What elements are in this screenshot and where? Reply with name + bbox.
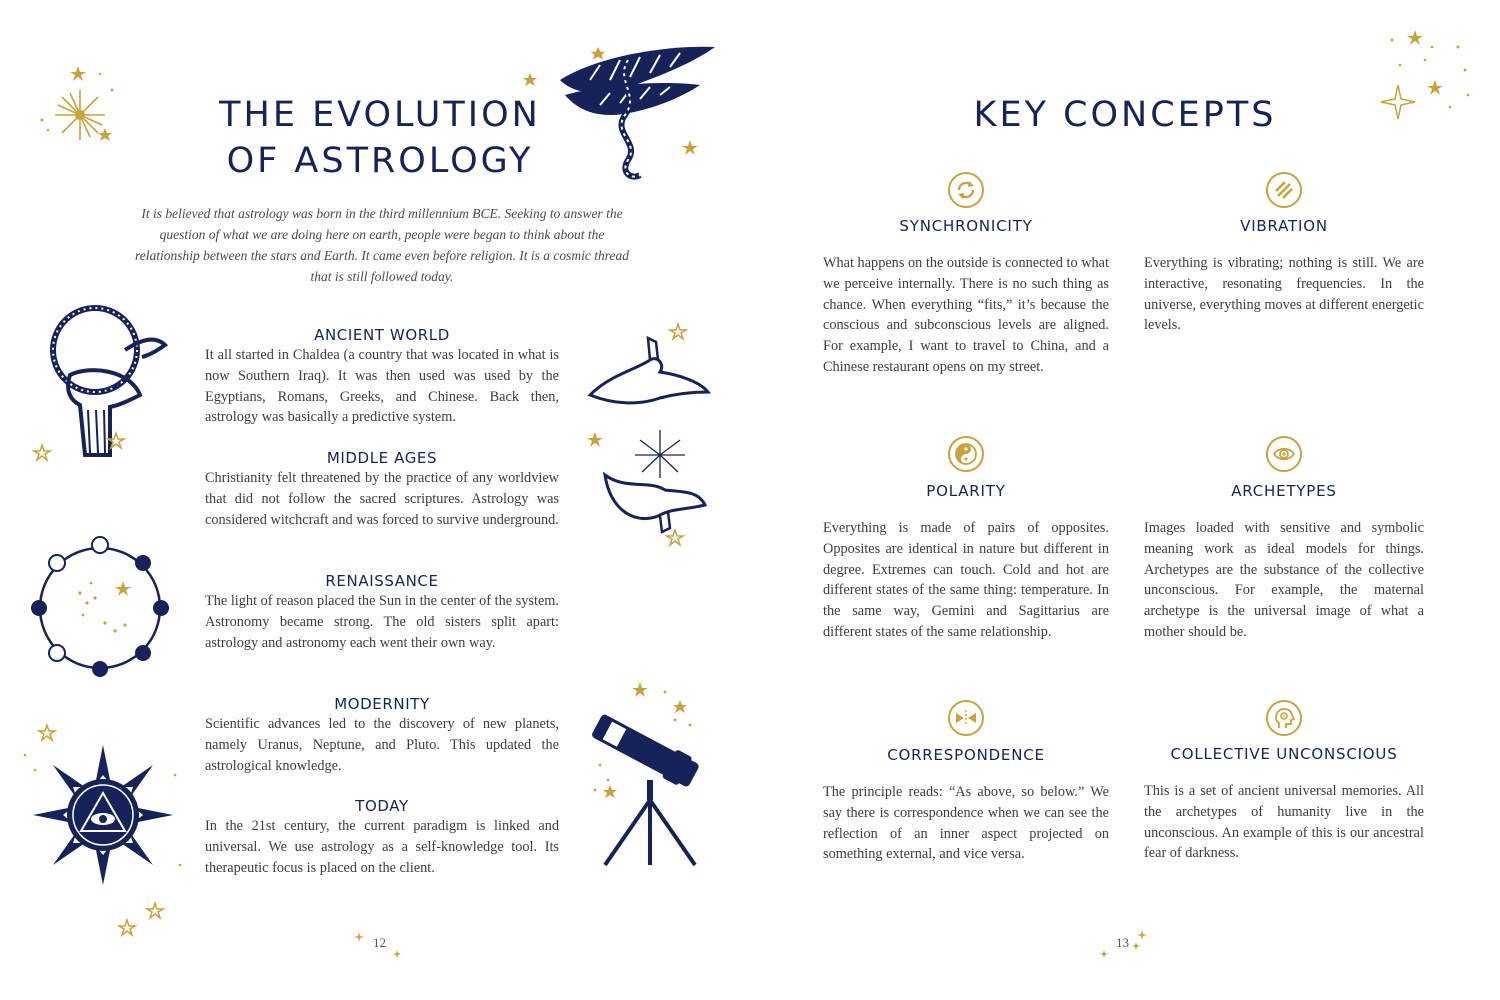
concept-text: Everything is made of pairs of opposites. Opposites are identical in nature but different in degree. Extremes can touch. Cold and hot are different states of the same thing: temperature. In the same way, Gemini and Sagittarius are different states of the same relationship. <box>823 520 1109 640</box>
title-line-2: OF ASTROLOGY <box>226 141 534 181</box>
concept-heading: POLARITY <box>926 482 1006 500</box>
concept-text: This is a set of ancient universal memories. All the archetypes of humanity live in the unconscious. An example of this is our ancestral fear of darkness. <box>1144 783 1424 862</box>
page-title: KEY CONCEPTS <box>973 95 1277 135</box>
section-heading: MODERNITY <box>334 695 430 713</box>
section-today <box>205 797 559 878</box>
section-middle-ages <box>205 449 559 530</box>
cycle-arrows-icon <box>948 172 984 208</box>
section-heading: MIDDLE AGES <box>326 449 438 467</box>
star-cluster-icon <box>1370 25 1480 135</box>
concept-synchronicity <box>823 172 1109 378</box>
mirror-triangles-icon <box>948 700 984 736</box>
concept-text: Everything is vibrating; nothing is still. We are interactive, resonating frequencies. In the universe, everything moves at different energetic levels. <box>1144 255 1424 334</box>
eye-icon <box>1266 436 1302 472</box>
page-number: 12 <box>373 935 386 950</box>
section-ancient-world <box>205 326 559 428</box>
section-text: It all started in Chaldea (a country that was located in what is now Southern Iraq). It was then used was used by the Egyptians, Romans, Greeks, and Chinese. Back then, astrology was basically a predictive system. <box>205 347 559 426</box>
ram-sphinx-icon <box>30 295 180 470</box>
intro-paragraph: It is believed that astrology was born in the third millennium BCE. Seeking to answer the question of what we are doing here on earth, people were began to think about the relationship between the stars and Earth. It came even before religion. It is a cosmic thread that is still followed today. <box>134 206 630 284</box>
section-text: Christianity felt threatened by the practice of any worldview that did not follow the sacred scriptures. Astrology was considered witchcraft and was forced to survive underground. <box>205 470 559 528</box>
section-heading: TODAY <box>355 797 409 815</box>
yin-yang-icon <box>948 436 984 472</box>
right-page <box>750 0 1500 1000</box>
concept-heading: CORRESPONDENCE <box>887 746 1045 764</box>
concept-heading: ARCHETYPES <box>1231 482 1337 500</box>
concept-vibration <box>1144 172 1424 336</box>
concept-heading: VIBRATION <box>1240 217 1328 235</box>
sparkle-cluster-icon <box>30 60 120 150</box>
concept-archetypes <box>1144 436 1424 643</box>
vibration-lines-icon <box>1266 172 1302 208</box>
winged-serpent-icon <box>520 35 720 185</box>
concept-polarity <box>823 436 1109 643</box>
hands-light-icon <box>580 320 720 550</box>
concept-heading: SYNCHRONICITY <box>899 217 1033 235</box>
concept-text: What happens on the outside is connected to what we perceive internally. There is no such thing as chance. When everything “fits,” it’s because the conscious and subconscious levels are aligned. For example, I want to travel to China, and a Chinese restaurant opens on my street. <box>823 255 1109 375</box>
telescope-icon <box>580 680 720 870</box>
section-text: In the 21st century, the current paradigm is linked and universal. We use astrology as a self-knowledge tool. Its therapeutic focus is placed on the client. <box>205 818 559 876</box>
page-number: 13 <box>1116 935 1129 950</box>
page-number-star-icon <box>1100 928 1150 963</box>
section-heading: RENAISSANCE <box>325 572 439 590</box>
section-heading: ANCIENT WORLD <box>314 326 450 344</box>
concept-text: Images loaded with sensitive and symbolic meaning work as ideal models for things. Archetypes are the substance of the collective unconscious. For example, the maternal archetype is the universal image of what a mother should be. <box>1144 520 1424 640</box>
sun-eye-icon <box>15 715 190 945</box>
section-text: Scientific advances led to the discovery of new planets, namely Uranus, Neptune, and Pluto. This updated the astrological knowledge. <box>205 716 559 774</box>
section-modernity <box>205 695 559 776</box>
concept-collective-unconscious <box>1144 700 1424 864</box>
concept-text: The principle reads: “As above, so below.” We say there is correspondence when we can see the reflection of an inner aspect projected on something external, and vice versa. <box>823 784 1109 863</box>
section-renaissance <box>205 572 559 653</box>
title-line-1: THE EVOLUTION <box>219 95 541 135</box>
head-profile-icon <box>1266 700 1302 736</box>
concept-heading: COLLECTIVE UNCONSCIOUS <box>1170 745 1398 763</box>
moon-phases-icon <box>25 533 175 683</box>
section-text: The light of reason placed the Sun in the center of the system. Astronomy became strong. The old sisters split apart: astrology and astronomy each went their own way. <box>205 593 559 651</box>
concept-correspondence <box>823 700 1109 865</box>
